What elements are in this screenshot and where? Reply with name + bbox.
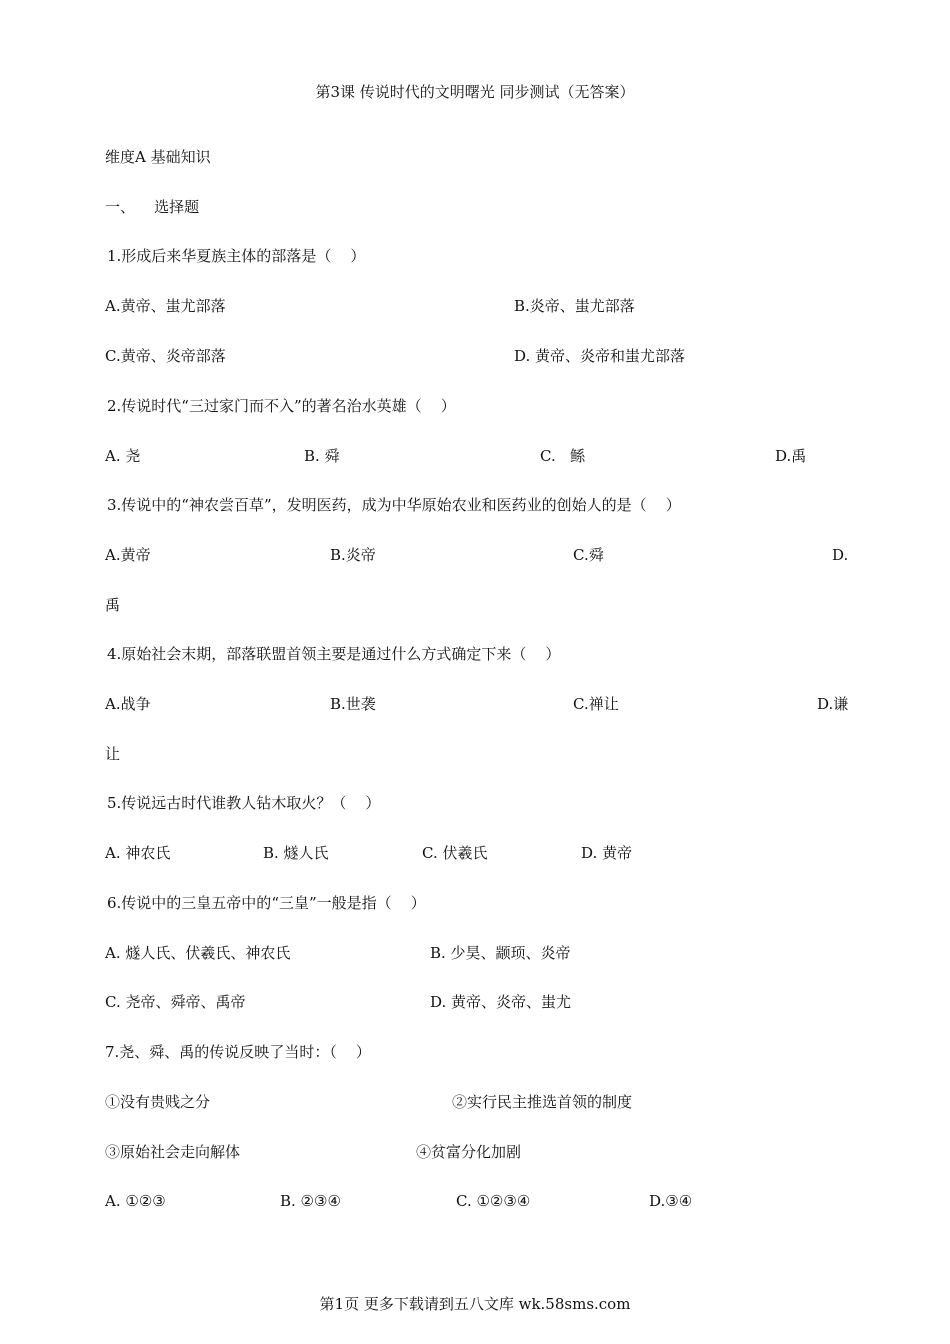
question-2-stem: 2.传说时代“三过家门而不入”的著名治水英雄（ ） (107, 397, 456, 415)
question-5-option-d: D. 黄帝 (581, 844, 633, 862)
question-7-option-d: D.③④ (649, 1192, 693, 1210)
question-6-option-d: D. 黄帝、炎帝、蚩尤 (430, 993, 572, 1011)
question-5-stem: 5.传说远古时代谁教人钻木取火？（ ） (107, 794, 381, 812)
question-3-option-a: A.黄帝 (105, 546, 151, 564)
question-4-option-d-wrap: 让 (105, 745, 121, 763)
question-7-statement-4: ④贫富分化加剧 (416, 1143, 522, 1161)
page-footer: 第1页 更多下载请到五八文库 wk.58sms.com (319, 1295, 631, 1313)
document-title: 第3课 传说时代的文明曙光 同步测试（无答案） (315, 83, 635, 101)
question-2-option-b: B. 舜 (304, 447, 340, 465)
question-7-statement-1: ①没有贵贱之分 (105, 1093, 211, 1111)
question-7-option-b: B. ②③④ (280, 1192, 341, 1210)
question-4-option-c: C.禅让 (573, 695, 619, 713)
question-4-stem: 4.原始社会末期，部落联盟首领主要是通过什么方式确定下来（ ） (107, 645, 561, 663)
question-3-option-d: D. (832, 546, 849, 564)
question-5-option-c: C. 伏羲氏 (422, 844, 488, 862)
question-7-statement-3: ③原始社会走向解体 (105, 1143, 241, 1161)
question-1-option-d: D. 黄帝、炎帝和蚩尤部落 (514, 347, 686, 365)
question-7-stem: 7.尧、舜、禹的传说反映了当时：（ ） (105, 1043, 371, 1061)
question-2-option-c: C. 鲧 (540, 447, 586, 465)
question-3-option-c: C.舜 (573, 546, 604, 564)
part-heading: 一、 选择题 (105, 198, 200, 216)
question-1-option-a: A.黄帝、蚩尤部落 (105, 297, 226, 315)
question-2-option-d: D.禹 (775, 447, 807, 465)
question-5-option-b: B. 燧人氏 (263, 844, 329, 862)
question-1-stem: 1.形成后来华夏族主体的部落是（ ） (107, 247, 366, 265)
question-3-option-b: B.炎帝 (330, 546, 376, 564)
question-2-option-a: A. 尧 (105, 447, 141, 465)
question-4-option-b: B.世袭 (330, 695, 376, 713)
section-heading: 维度A 基础知识 (105, 148, 211, 166)
question-7-option-c: C. ①②③④ (456, 1192, 531, 1210)
question-4-option-a: A.战争 (105, 695, 151, 713)
question-6-option-b: B. 少昊、颛顼、炎帝 (430, 944, 571, 962)
question-1-option-b: B.炎帝、蚩尤部落 (514, 297, 635, 315)
question-6-option-a: A. 燧人氏、伏羲氏、神农氏 (105, 944, 291, 962)
question-7-statement-2: ②实行民主推选首领的制度 (452, 1093, 633, 1111)
question-1-option-c: C.黄帝、炎帝部落 (105, 347, 226, 365)
question-5-option-a: A. 神农氏 (105, 844, 171, 862)
question-4-option-d: D.谦 (817, 695, 849, 713)
question-3-stem: 3.传说中的“神农尝百草”，发明医药，成为中华原始农业和医药业的创始人的是（ ） (107, 496, 681, 514)
question-6-stem: 6.传说中的三皇五帝中的“三皇”一般是指（ ） (107, 894, 426, 912)
question-6-option-c: C. 尧帝、舜帝、禹帝 (105, 993, 246, 1011)
question-7-option-a: A. ①②③ (105, 1192, 166, 1210)
question-3-option-d-wrap: 禹 (105, 596, 121, 614)
